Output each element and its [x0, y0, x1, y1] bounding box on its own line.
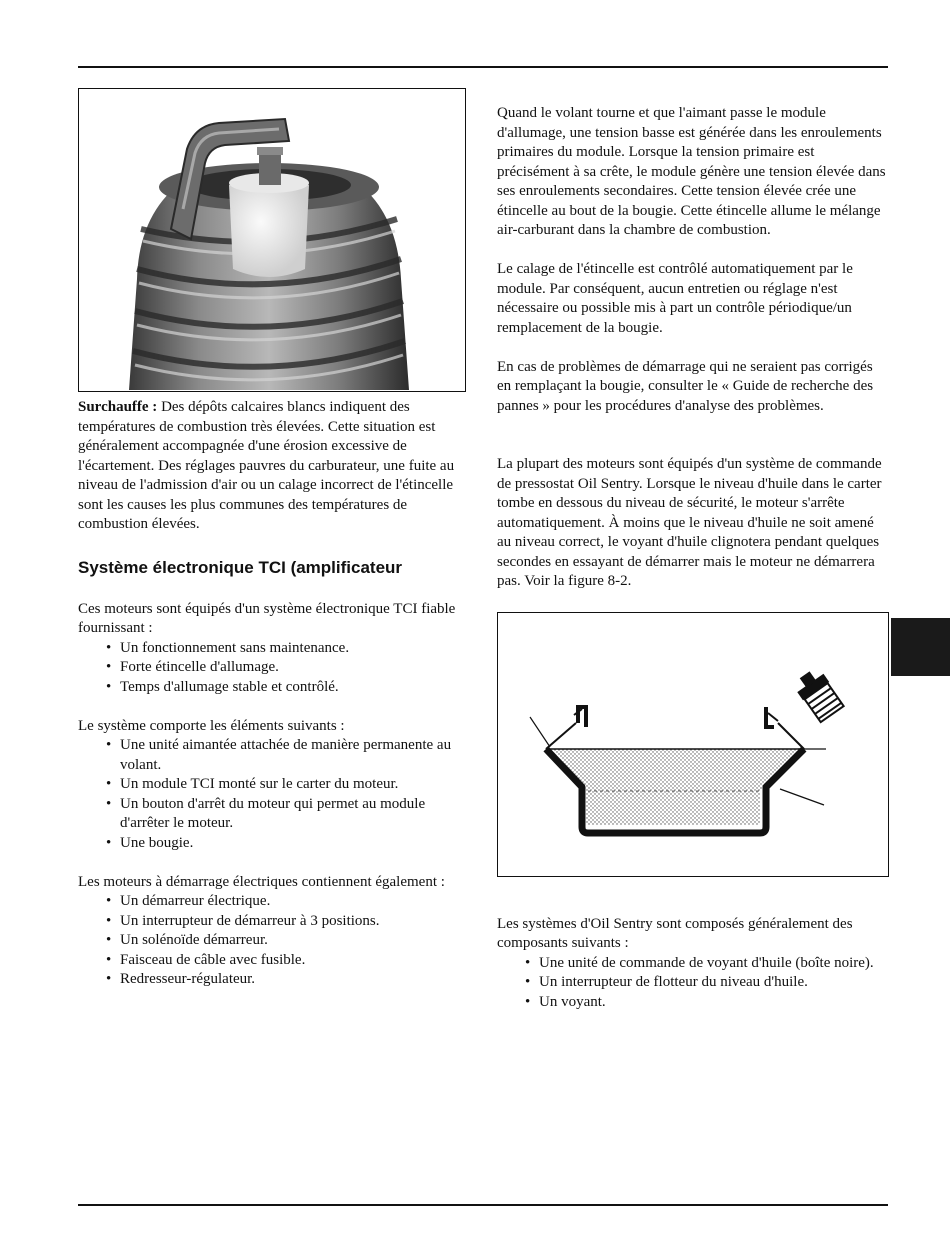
bullet-icon: •	[106, 893, 112, 909]
bullet-icon: •	[106, 659, 112, 675]
list-item: • Une unité de commande de voyant d'huile (boîte noire).	[539, 954, 889, 974]
bullet-icon: •	[106, 834, 112, 851]
list-item: • Redresseur-régulateur.	[120, 970, 470, 990]
caption-text: Des dépôts calcaires blancs indiquent des températures de combustion très élevées. Cette situation est généralement accompagnée d'une érosion excessive de l'écartement. Des réglages pauvres du carburateur, une fuite au niveau de l'admission d'air ou un calage incorrect de l'étincelle sont les causes les plus communes des températures de combustion élevées.	[78, 399, 455, 532]
list-item: • Un démarreur électrique.	[120, 892, 470, 912]
oil-sentry-list	[497, 954, 889, 1013]
list-item: • Un interrupteur de démarreur à 3 positions.	[120, 912, 470, 932]
list-item: • Faisceau de câble avec fusible.	[120, 951, 470, 971]
bullet-icon: •	[525, 993, 531, 1010]
bullet-icon: •	[106, 795, 112, 812]
components-list	[78, 736, 470, 853]
bullet-icon: •	[106, 912, 112, 929]
bullet-icon: •	[106, 639, 112, 656]
bullet-icon: •	[106, 951, 112, 968]
list-item: • Un solénoïde démarreur.	[120, 931, 470, 951]
list-item: • Un voyant.	[539, 993, 889, 1013]
bullet-icon: •	[106, 737, 112, 753]
tci-intro: Ces moteurs sont équipés d'un système électronique TCI fiable fournissant :	[78, 600, 456, 636]
bullet-icon: •	[106, 678, 112, 695]
bullet-icon: •	[525, 974, 531, 990]
paragraph-oil-sentry-components: Les systèmes d'Oil Sentry sont composés généralement des composants suivants :	[497, 915, 853, 951]
section-heading-tci: Système électronique TCI (amplificateur	[78, 557, 403, 577]
right-column	[497, 88, 889, 1012]
spark-plug-photo	[78, 88, 466, 392]
list-item: • Un bouton d'arrêt du moteur qui permet au module d'arrêter le moteur.	[106, 795, 426, 831]
list-item: • Une unité aimantée attachée de manière permanente au volant.	[106, 737, 452, 773]
components-intro: Le système comporte les éléments suivants :	[78, 717, 345, 734]
list-item: • Une bougie.	[120, 834, 470, 854]
bullet-icon: •	[106, 971, 112, 987]
paragraph-oil-sentry: La plupart des moteurs sont équipés d'un système de commande de pressostat Oil Sentry. Lorsque le niveau d'huile dans le carter tombe en dessous du niveau de sécurité, le moteur s'arrête automatiquement. À moins que le niveau d'huile ne soit amené au niveau correct, le voyant d'huile clignotera pendant quelques secondes en essayant de démarrer mais le moteur ne démarrera pas. Voir la figure 8-2.	[497, 456, 882, 589]
electric-intro: Les moteurs à démarrage électriques contiennent également :	[78, 873, 445, 890]
header-rule	[78, 66, 888, 68]
list-item: • Un interrupteur de flotteur du niveau d'huile.	[539, 973, 889, 993]
oil-sentry-diagram	[497, 612, 889, 877]
list-item: • Un module TCI monté sur le carter du moteur.	[120, 775, 470, 795]
left-column	[78, 88, 470, 990]
list-item: • Temps d'allumage stable et contrôlé.	[120, 678, 470, 698]
footer-rule	[78, 1204, 888, 1206]
list-item: • Forte étincelle d'allumage.	[120, 658, 470, 678]
paragraph-timing: Le calage de l'étincelle est contrôlé automatiquement par le module. Par conséquent, aucun entretien ou réglage n'est nécessaire ou possible mis à part un contrôle périodique/un remplacement de la bougie.	[497, 261, 853, 336]
paragraph-flywheel: Quand le volant tourne et que l'aimant passe le module d'allumage, une tension basse est générée dans les enroulements primaires du module. Lorsque la tension primaire est précisément à sa crête, le module génère une tension élevée dans ses enroulements secondaires. Cette tension élevée crée une étincelle au bout de la bougie. Cette étincelle allume le mélange air-carburant dans la chambre de combustion.	[497, 105, 886, 238]
photo-caption	[78, 398, 470, 535]
caption-bold-label: Surchauffe :	[78, 399, 158, 415]
bullet-icon: •	[106, 776, 112, 792]
electric-list	[78, 892, 470, 990]
features-list	[78, 639, 470, 698]
section-thumb-tab	[891, 618, 950, 676]
list-item: • Un fonctionnement sans maintenance.	[120, 639, 470, 659]
bullet-icon: •	[106, 932, 112, 948]
bullet-icon: •	[525, 954, 531, 971]
paragraph-troubleshooting: En cas de problèmes de démarrage qui ne seraient pas corrigés en remplaçant la bougie, consulter le « Guide de recherche des pannes » pour les procédures d'analyse des problèmes.	[497, 358, 874, 414]
